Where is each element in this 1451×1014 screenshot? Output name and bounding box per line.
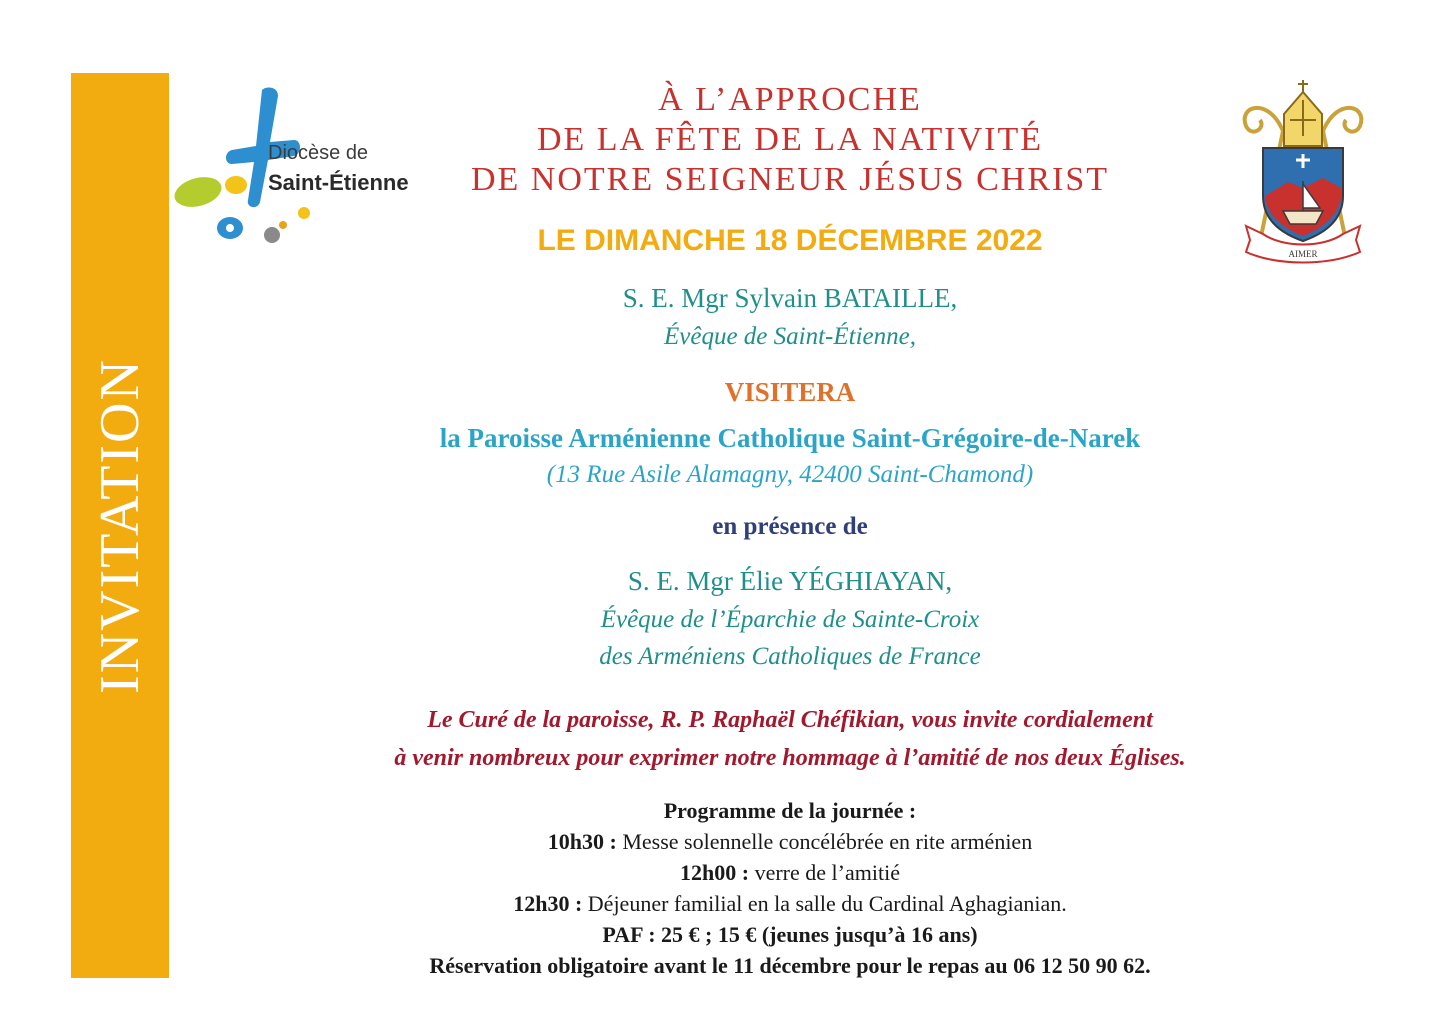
host-role: Évêque de Saint-Étienne, — [664, 323, 916, 350]
programme-price: PAF : 25 € ; 15 € (jeunes jusqu’à 16 ans) — [602, 922, 978, 947]
logo-line2: Saint-Étienne — [268, 170, 409, 195]
invitation-label: INVITATION — [89, 357, 151, 694]
programme-heading: Programme de la journée : — [663, 798, 917, 823]
host-name: S. E. Mgr Sylvain BATAILLE, — [622, 283, 958, 313]
programme-item: 10h30 : Messe solennelle concélébrée en rite arménien — [547, 829, 1033, 854]
visit-verb: VISITERA — [724, 377, 856, 407]
programme-item: 12h00 : verre de l’amitié — [680, 860, 900, 885]
crest-motto: AIMER — [1288, 249, 1318, 259]
guest-name: S. E. Mgr Élie YÉGHIAYAN, — [627, 566, 953, 596]
logo-line1: Diocèse de — [268, 142, 369, 164]
parish-address: (13 Rue Asile Alamagny, 42400 Saint-Chamond) — [546, 461, 1034, 488]
title-line2: DE LA FÊTE DE LA NATIVITÉ — [536, 121, 1044, 158]
guest-role-line2: des Arméniens Catholiques de France — [599, 643, 981, 670]
programme — [200, 795, 1380, 981]
invitation-line1: Le Curé de la paroisse, R. P. Raphaël Chéfikian, vous invite cordialement — [427, 707, 1153, 733]
parish-name: la Paroisse Arménienne Catholique Saint-Grégoire-de-Narek — [439, 423, 1141, 453]
event-date: LE DIMANCHE 18 DÉCEMBRE 2022 — [537, 224, 1043, 257]
logo-small-yellow-dot — [298, 207, 310, 219]
invitation-line2: à venir nombreux pour exprimer notre hommage à l’amitié de nos deux Églises. — [394, 745, 1186, 771]
invitation-side-band — [71, 73, 169, 978]
programme-item: 12h30 : Déjeuner familial en la salle du Cardinal Aghagianian. — [513, 891, 1067, 916]
presence-text: en présence de — [712, 513, 868, 540]
guest-role-line1: Évêque de l’Éparchie de Sainte-Croix — [600, 606, 980, 633]
title-line3: DE NOTRE SEIGNEUR JÉSUS CHRIST — [470, 161, 1110, 198]
event-title — [200, 80, 1380, 200]
programme-reservation: Réservation obligatoire avant le 11 décembre pour le repas au 06 12 50 90 62. — [429, 953, 1151, 978]
title-line1: À L’APPROCHE — [658, 81, 922, 118]
boat-icon — [1283, 211, 1323, 224]
